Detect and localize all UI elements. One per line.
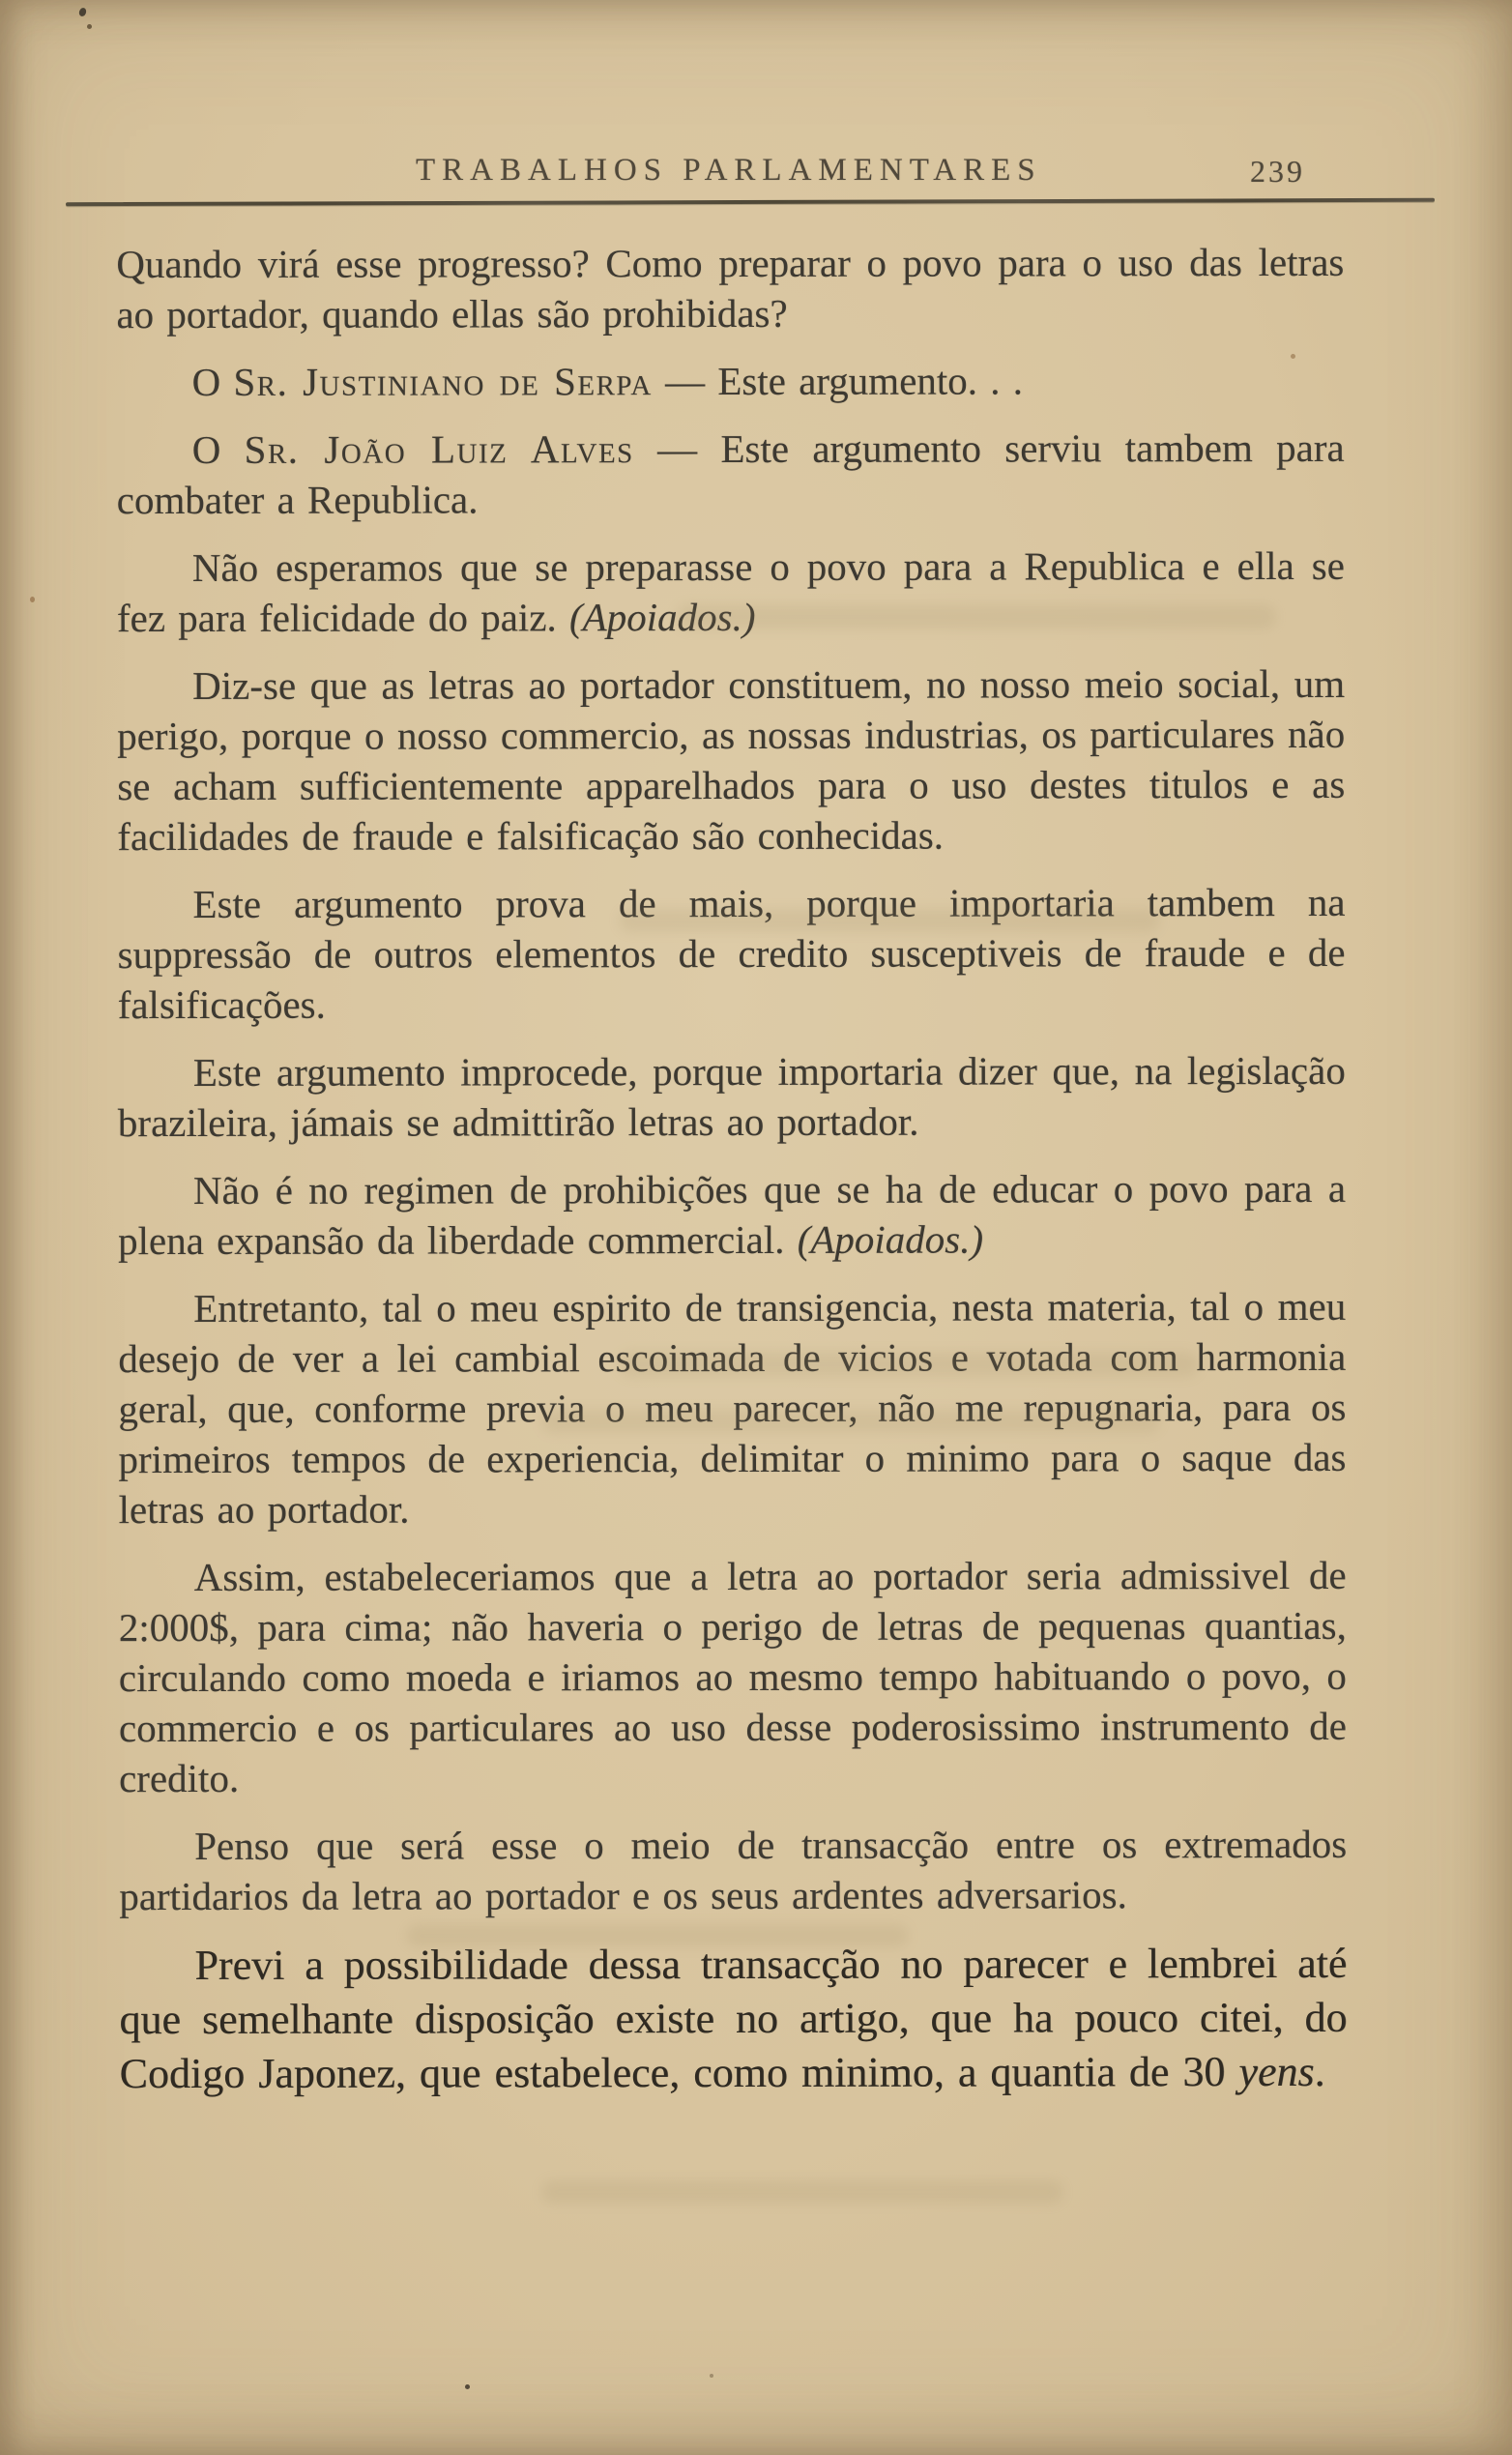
text-run: .: [1314, 2047, 1325, 2095]
ink-speck: [78, 7, 88, 17]
text-run: Quando virá esse progresso? Como preparar o povo para o uso das letras ao portador, quando ellas são prohibidas?: [116, 239, 1345, 337]
text-run: — Este argumento. . .: [652, 358, 1024, 404]
text-run: Penso que será esse o meio de transacção entre os extremados partidarios da letra ao portador e os seus ardentes adversarios.: [119, 1821, 1348, 1919]
page-header: [0, 153, 1512, 195]
paragraph-5: [117, 658, 1345, 862]
ink-speck: [465, 2384, 470, 2389]
show-through-smudge: [619, 909, 1160, 932]
text-run: Diz-se que as letras ao portador constituem, no nosso meio social, um perigo, porque o nosso commercio, as nossas industrias, os particulares não se acham sufficientemente apparelhados para o uso destes titulos e as facilidades de fraude e falsificação são conhecidas.: [117, 660, 1346, 860]
italic-text: (Apoiados.): [797, 1216, 984, 1262]
show-through-smudge: [541, 2180, 1063, 2204]
ink-speck: [710, 2374, 713, 2378]
ink-speck: [1291, 354, 1295, 359]
text-run: Previ a possibilidade dessa transacção no parecer e lembrei até que semelhante disposição existe no artigo, que ha pouco citei, do Codigo Japonez, que estabelece, como minimo, a quantia de 30: [119, 1939, 1348, 2098]
text-run: Não é no regimen de prohibições que se ha de educar o povo para a plena expansão da liberdade commercial.: [118, 1165, 1347, 1264]
paragraph-10: [119, 1550, 1347, 1803]
header-rule: [66, 198, 1435, 206]
paragraph-1: [116, 237, 1344, 339]
paragraph-6: [117, 877, 1345, 1030]
text-run: — Este argumento serviu tambem para combater a Republica.: [116, 424, 1345, 523]
ink-speck: [87, 24, 92, 29]
paragraph-12: [119, 1937, 1347, 2101]
speaker-name: Sr. João Luiz Alves: [244, 426, 634, 472]
ink-speck: [30, 597, 35, 602]
page-number: 239: [1250, 154, 1305, 189]
running-title: TRABALHOS PARLAMENTARES: [416, 153, 1042, 188]
text-run: Este argumento prova de mais, porque importaria tambem na suppressão de outros elementos de credito susceptiveis de fraude e de falsificações.: [117, 879, 1346, 1028]
text-run: O: [191, 359, 234, 404]
paragraph-9: [118, 1281, 1346, 1534]
show-through-smudge: [677, 604, 1276, 629]
paragraph-3: [117, 423, 1345, 525]
body-text: [116, 237, 1347, 2119]
text-run: O: [191, 426, 245, 472]
paragraph-11: [119, 1819, 1347, 1921]
italic-text: (Apoiados.): [568, 594, 756, 640]
show-through-smudge: [619, 1352, 1199, 1377]
show-through-smudge: [406, 1924, 909, 1947]
show-through-smudge: [541, 1410, 1160, 1433]
text-run: Entretanto, tal o meu espirito de transigencia, nesta materia, tal o meu desejo de ver a lei cambial escoimada de vicios e votada com harmonia geral, que, conforme previa o meu parecer, não me repugnaria, para os primeiros tempos de experiencia, delimitar o minimo para o saque das letras ao portador.: [118, 1283, 1347, 1533]
paragraph-2: [117, 355, 1345, 407]
italic-text: yens: [1238, 2047, 1315, 2096]
text-run: Não esperamos que se preparasse o povo para a Republica e ella se fez para felicidade do paiz.: [116, 542, 1345, 641]
text-run: Assim, estabeleceriamos que a letra ao portador seria admissivel de 2:000$, para cima; não haveria o perigo de letras de pequenas quantias, circulando como moeda e iriamos ao mesmo tempo habituando o povo, o commercio e os particulares ao uso desse poderosissimo instrumento de credito.: [118, 1552, 1348, 1801]
text-run: Este argumento improcede, porque importaria dizer que, na legislação brazileira, jámais se admittirão letras ao portador.: [117, 1047, 1346, 1146]
paragraph-8: [118, 1163, 1346, 1266]
paragraph-7: [118, 1045, 1346, 1148]
speaker-name: Sr. Justiniano de Serpa: [233, 359, 653, 404]
